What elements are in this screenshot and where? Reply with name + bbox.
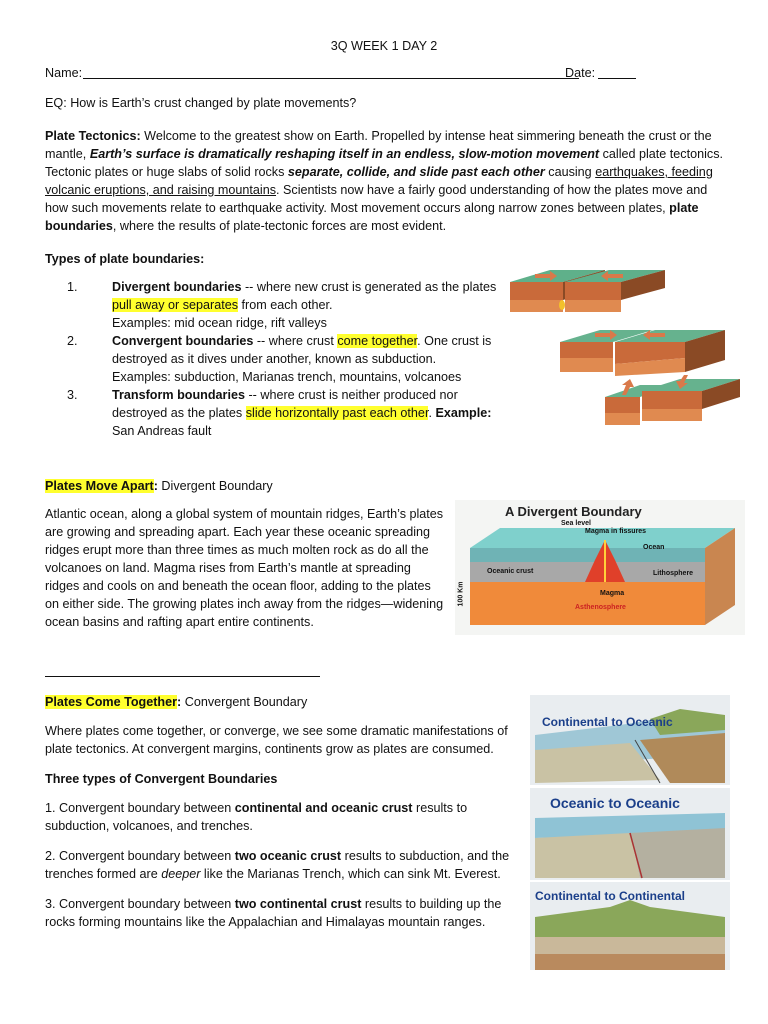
- intro-label: Plate Tectonics:: [45, 129, 141, 143]
- intro-emphasis: Earth’s surface is dramatically reshaping itself in an endless, slow-motion movement: [89, 147, 600, 161]
- date-blank[interactable]: [598, 78, 636, 79]
- plate-boundary-diagrams: [505, 260, 745, 435]
- list-item: 3. Transform boundaries -- where crust is neither produced nor destroyed as the plates slide horizontally past each other. Example: San Andreas fault: [67, 388, 492, 438]
- intro-text: , where the results of plate-tectonic forces are most evident.: [112, 219, 447, 233]
- page-title: 3Q WEEK 1 DAY 2: [330, 39, 438, 53]
- name-date-line: [45, 64, 665, 82]
- highlight: come together: [337, 334, 418, 348]
- list-item: 1. Divergent boundaries -- where new crust is generated as the plates pull away or separates from each other. Examples: mid ocean ridge, rift valleys: [67, 280, 497, 330]
- continental-oceanic-figure: [530, 695, 730, 785]
- convergent-type-2: 2. Convergent boundary between two oceanic crust results to subduction, and the trenches formed are deeper like the Marianas Trench, which can sink Mt. Everest.: [45, 849, 510, 881]
- divergent-boundary-figure: [455, 500, 745, 635]
- convergent-heading: Plates Come Together: Convergent Boundary: [45, 695, 308, 709]
- name-blank[interactable]: [83, 78, 579, 79]
- intro-text: . Scientists now have a fairly good understanding of how the plates move and how such movements relate to earthquake activity. Most movement occurs along narrow zones between plates,: [45, 183, 708, 215]
- transform-block-icon: [605, 375, 740, 425]
- figure-title: A Divergent Boundary: [505, 504, 642, 519]
- intro-paragraph: [45, 127, 725, 235]
- convergent-type-1: 1. Convergent boundary between continental and oceanic crust results to subduction, volcanoes, and trenches.: [45, 801, 468, 833]
- intro-text: Welcome to the greatest show on Earth. Propelled by intense heat simmering beneath the crust or the mantle,: [45, 129, 712, 161]
- term: Convergent boundaries: [112, 334, 254, 348]
- date-label: Date:: [565, 66, 596, 80]
- highlight: pull away or separates: [112, 298, 239, 312]
- examples: San Andreas fault: [112, 424, 212, 438]
- oceanic-oceanic-figure: [530, 788, 730, 880]
- list-number: 3.: [67, 388, 78, 402]
- convergent-intro: Where plates come together, or converge, we see some dramatic manifestations of plate tectonics. At convergent margins, continents grow as plates are consumed.: [45, 724, 508, 756]
- name-label: Name:: [45, 66, 83, 80]
- divergent-block-icon: [510, 270, 665, 312]
- highlight: slide horizontally past each other: [245, 406, 429, 420]
- convergent-type-3: 3. Convergent boundary between two continental crust results to building up the rocks forming mountains like the Appalachian and Himalayas mountain ranges.: [45, 897, 502, 929]
- convergent-block-icon: [560, 330, 725, 376]
- section-divider: [45, 676, 320, 677]
- list-number: 2.: [67, 334, 78, 348]
- examples: Examples: mid ocean ridge, rift valleys: [112, 316, 327, 330]
- figure-title: Continental to Continental: [535, 889, 685, 903]
- intro-emphasis: separate, collide, and slide past each other: [287, 165, 545, 179]
- divergent-body: Atlantic ocean, along a global system of mountain ridges, Earth’s plates are growing and spreading apart. Each year these oceanic spreading ridges erupt more than three times as much molten rock as do all the volcanoes on land. Magma rises from Earth’s mantle at spreading ridges and cools on and beneath the ocean floor, adding to the plates on either side. The growing plates inch away from the ridges—widening ocean basins and rafting apart entire continents.: [45, 507, 444, 629]
- figure-title: Continental to Oceanic: [542, 715, 673, 729]
- types-list: [45, 278, 500, 440]
- types-heading: Types of plate boundaries:: [45, 252, 205, 266]
- intro-text: called plate tectonics. Tectonic plates or huge slabs of solid rocks: [45, 147, 724, 179]
- list-number: 1.: [67, 280, 78, 294]
- essential-question: EQ: How is Earth’s crust changed by plate movements?: [45, 96, 357, 110]
- figure-label: Sea level: [561, 520, 591, 527]
- figure-label: Lithosphere: [653, 570, 694, 577]
- intro-underline: earthquakes, feeding volcanic eruptions, and raising mountains: [45, 165, 713, 197]
- divergent-heading: Plates Move Apart: Divergent Boundary: [45, 479, 273, 493]
- intro-text: causing: [544, 165, 596, 179]
- figure-label: Magma in fissures: [585, 528, 647, 535]
- continental-continental-figure: [530, 882, 730, 970]
- term: Transform boundaries: [112, 388, 245, 402]
- figure-label: Asthenosphere: [575, 604, 626, 611]
- list-item: 2. Convergent boundaries -- where crust come together. One crust is destroyed as it dives under another, known as subduction. Examples: subduction, Marianas trench, mountains, volcanoes: [67, 334, 492, 384]
- figure-label: 100 Km: [457, 581, 465, 607]
- figure-title: Oceanic to Oceanic: [550, 795, 680, 811]
- term: Divergent boundaries: [112, 280, 242, 294]
- figure-label: Oceanic crust: [487, 568, 534, 575]
- convergent-types-heading: Three types of Convergent Boundaries: [45, 772, 278, 786]
- intro-bold: plate boundaries: [45, 201, 699, 233]
- examples: Examples: subduction, Marianas trench, mountains, volcanoes: [112, 370, 462, 384]
- figure-label: Magma: [600, 590, 625, 597]
- figure-label: Ocean: [643, 544, 665, 551]
